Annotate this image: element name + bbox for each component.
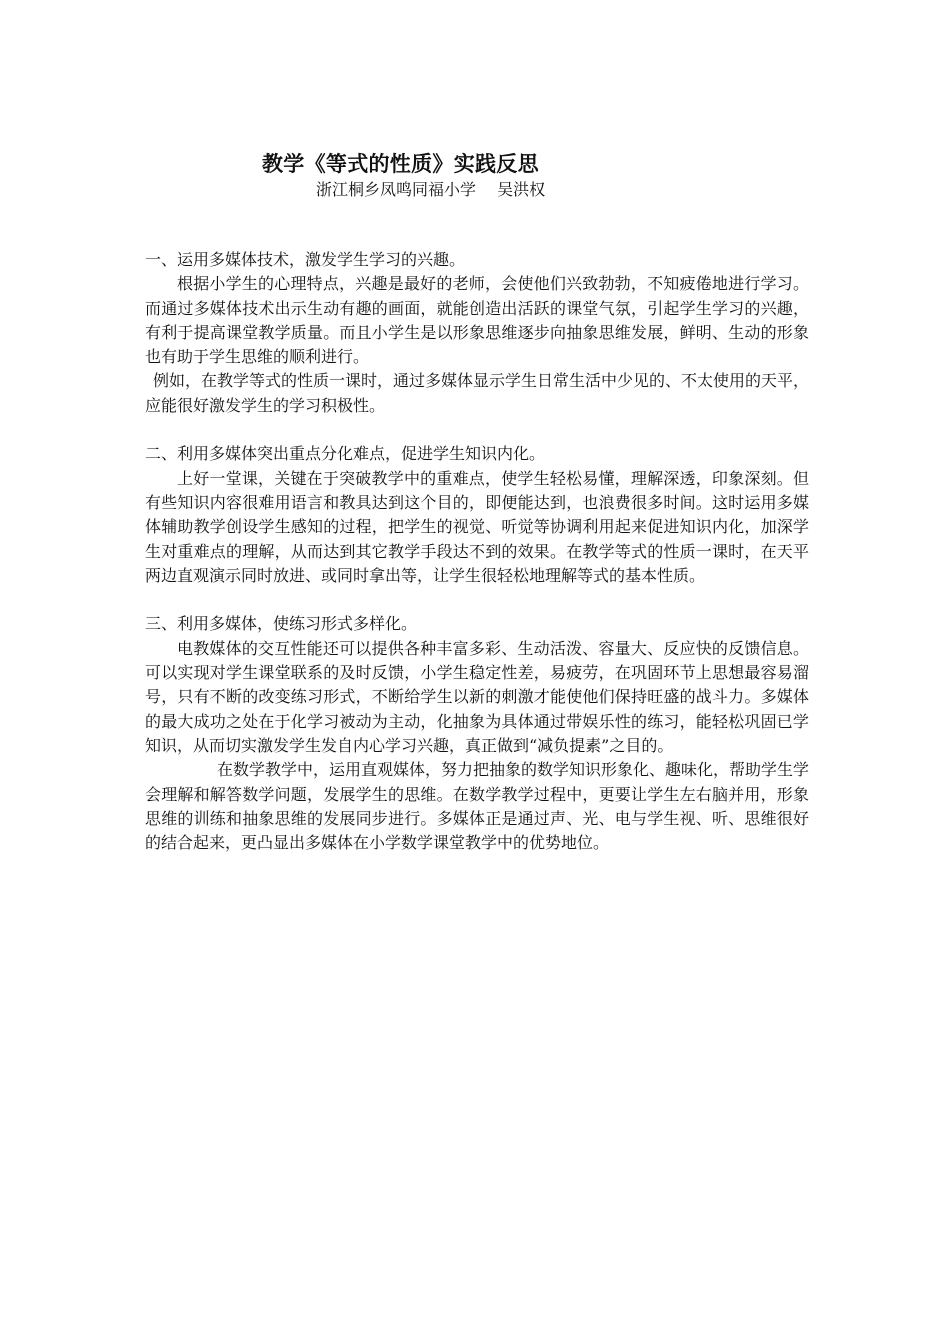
section-heading: 二、利用多媒体突出重点分化难点，促进学生知识内化。 <box>145 444 546 464</box>
paragraph: 上好一堂课，关键在于突破教学中的重难点，使学生轻松易懂，理解深透，印象深刻。但有些知识内容很难用语言和教具达到这个目的，即便能达到，也浪费很多时间。这时运用多媒体辅助教学创设学生感知的过程，把学生的视觉、听觉等协调利用起来促进知识内化，加深学生对重难点的理解，从而达到其它教学手段达不到的效果。在教学等式的性质一课时，在天平两边直观演示同时放进、或同时拿出等，让学生很轻松地理解等式的基本性质。 <box>145 468 809 585</box>
document-title: 教学《等式的性质》实践反思 <box>262 151 539 176</box>
author-line: 浙江桐乡凤鸣同福小学 吴洪权 <box>316 180 546 199</box>
section-heading: 三、利用多媒体，使练习形式多样化。 <box>145 614 418 634</box>
paragraph: 根据小学生的心理特点，兴趣是最好的老师，会使他们兴致勃勃，不知疲倦地进行学习。而通过多媒体技术出示生动有趣的画面，就能创造出活跃的课堂气氛，引起学生学习的兴趣，有利于提高课堂教学质量。而且小学生是以形象思维逐步向抽象思维发展，鲜明、生动的形象也有助于学生思维的顺利进行。 <box>145 274 809 367</box>
section-heading: 一、运用多媒体技术，激发学生学习的兴趣。 <box>145 250 466 269</box>
section-3 <box>145 612 809 855</box>
document-body <box>145 248 809 855</box>
paragraph: 在数学教学中，运用直观媒体，努力把抽象的数学知识形象化、趣味化，帮助学生学会理解和解答数学问题，发展学生的思维。在数学教学过程中，更要让学生左右脑并用，形象思维的训练和抽象思维的发展同步进行。多媒体正是通过声、光、电与学生视、听、思维很好的结合起来，更凸显出多媒体在小学数学课堂教学中的优势地位。 <box>145 760 810 853</box>
section-2 <box>145 442 809 588</box>
paragraph: 电教媒体的交互性能还可以提供各种丰富多彩、生动活泼、容量大、反应快的反馈信息。可以实现对学生课堂联系的及时反馈，小学生稳定性差，易疲劳，在巩固环节上思想最容易溜号，只有不断的改变练习形式，不断给学生以新的刺激才能使他们保持旺盛的战斗力。多媒体的最大成功之处在于化学习被动为主动，化抽象为具体通过带娱乐性的练习，能轻松巩固已学知识，从而切实激发学生发自内心学习兴趣，真正做到“减负提素”之目的。 <box>145 638 809 755</box>
section-1 <box>145 248 809 418</box>
paragraph: 例如，在教学等式的性质一课时，通过多媒体显示学生日常生活中少见的、不太使用的天平，应能很好激发学生的学习积极性。 <box>145 371 810 415</box>
